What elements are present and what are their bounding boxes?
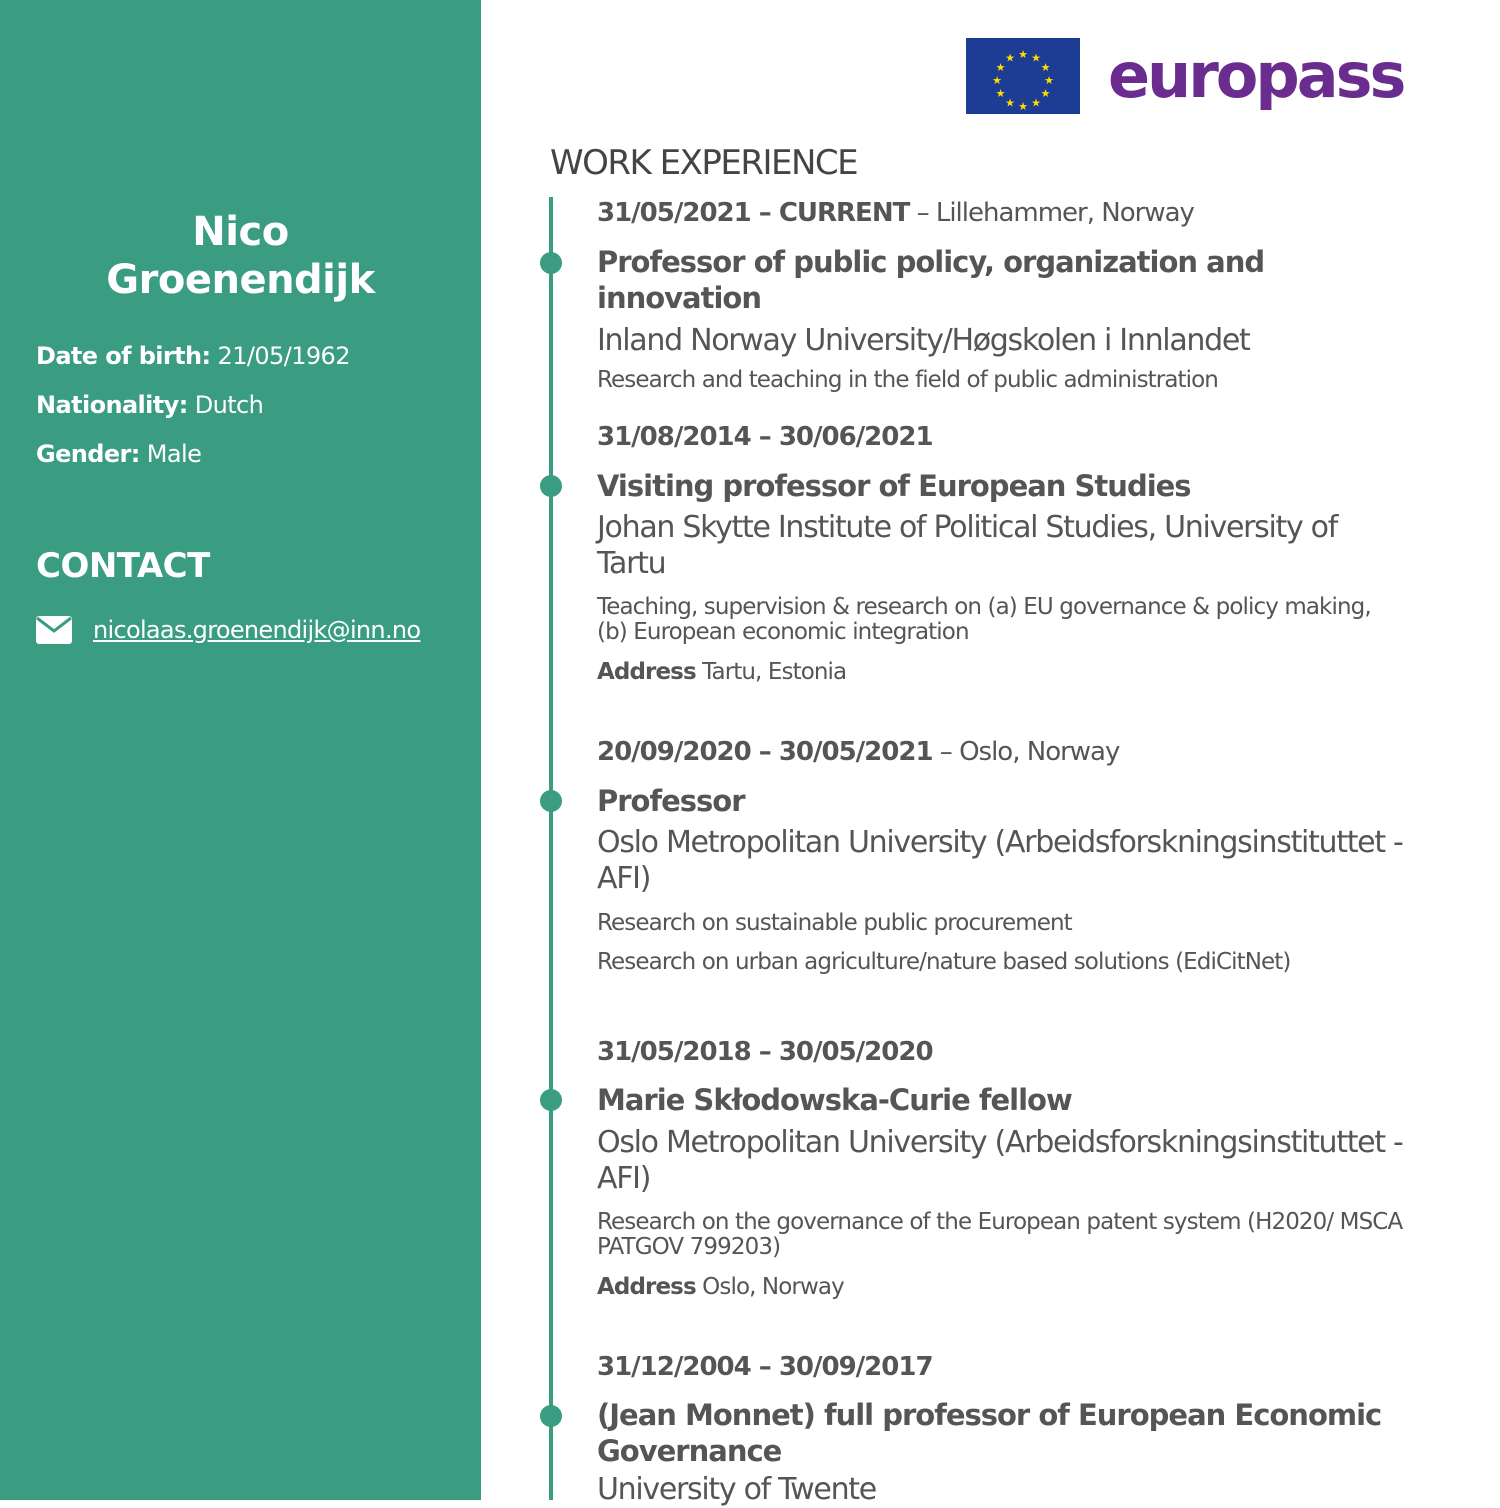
entry-organization: Oslo Metropolitan University (Arbeidsforskningsinstituttet - AFI)	[597, 825, 1403, 896]
info-value: Male	[146, 440, 202, 468]
envelope-icon	[36, 616, 72, 644]
entry-date-line	[597, 735, 1427, 769]
work-entry	[597, 735, 1427, 975]
name-last: Groenendijk	[106, 257, 375, 303]
person-name	[0, 208, 481, 304]
work-entry	[597, 196, 1427, 393]
entry-date-line	[597, 196, 1427, 230]
address-label: Address	[597, 1274, 696, 1300]
email-link[interactable]: nicolaas.groenendijk@inn.no	[93, 616, 421, 644]
entry-date: 20/09/2020 – 30/05/2021	[597, 737, 933, 767]
entry-date-line	[597, 1035, 1427, 1069]
work-entry	[597, 420, 1427, 687]
svg-text:★: ★	[1005, 96, 1015, 110]
svg-text:★: ★	[1031, 96, 1041, 110]
info-label: Gender:	[36, 440, 140, 468]
svg-text:★: ★	[1040, 61, 1051, 74]
entry-description: Research on sustainable public procurement	[597, 910, 1072, 936]
info-value: Dutch	[194, 391, 264, 419]
entry-title: Professor	[597, 784, 745, 818]
svg-text:★: ★	[1018, 48, 1028, 61]
europass-wordmark: europass	[1108, 39, 1404, 112]
entry-title: (Jean Monnet) full professor of European Economic Governance	[597, 1398, 1382, 1468]
eu-flag-icon	[966, 38, 1080, 114]
svg-text:★: ★	[995, 87, 1006, 100]
info-date-of-birth	[36, 341, 350, 371]
info-label: Nationality:	[36, 391, 188, 419]
entry-organization: Oslo Metropolitan University (Arbeidsforskningsinstituttet - AFI)	[597, 1125, 1403, 1196]
entry-description: Research on the governance of the European patent system (H2020/ MSCA PATGOV 799203)	[597, 1209, 1403, 1260]
entry-address	[597, 657, 1427, 687]
entry-date: 31/05/2021 – CURRENT	[597, 198, 910, 228]
address-label: Address	[597, 659, 696, 685]
name-first: Nico	[192, 209, 289, 255]
entry-location: – Lillehammer, Norway	[909, 198, 1194, 228]
entry-date: 31/08/2014 – 30/06/2021	[597, 422, 933, 452]
entry-title: Marie Skłodowska-Curie fellow	[597, 1083, 1072, 1117]
timeline-dot	[540, 252, 562, 274]
info-value: 21/05/1962	[217, 342, 350, 370]
svg-text:★: ★	[1044, 74, 1054, 87]
entry-description: Research and teaching in the field of public administration	[597, 367, 1218, 393]
entry-title: Visiting professor of European Studies	[597, 469, 1191, 503]
timeline-line	[549, 197, 553, 1500]
entry-date-line	[597, 1350, 1427, 1384]
address-value: Tartu, Estonia	[695, 659, 847, 685]
timeline-dot	[540, 1089, 562, 1111]
entry-date: 31/12/2004 – 30/09/2017	[597, 1352, 933, 1382]
info-nationality	[36, 390, 263, 420]
entry-address	[597, 1272, 1427, 1302]
svg-text:★: ★	[1031, 51, 1041, 65]
entry-date: 31/05/2018 – 30/05/2020	[597, 1037, 933, 1067]
address-value: Oslo, Norway	[695, 1274, 844, 1300]
entry-date-line	[597, 420, 1427, 454]
svg-text:★: ★	[1005, 51, 1015, 65]
svg-text:★: ★	[1040, 87, 1051, 100]
entry-organization: Inland Norway University/Høgskolen i Innlandet	[597, 323, 1250, 358]
europass-logo	[966, 38, 1403, 114]
timeline-dot	[540, 790, 562, 812]
timeline-dot	[540, 475, 562, 497]
work-entry	[597, 1350, 1427, 1508]
sidebar	[0, 0, 481, 1500]
entry-title: Professor of public policy, organization and innovation	[597, 245, 1265, 315]
entry-organization: University of Twente	[597, 1472, 876, 1507]
info-label: Date of birth:	[36, 342, 211, 370]
contact-heading: CONTACT	[36, 546, 210, 586]
svg-text:★: ★	[992, 74, 1002, 87]
info-gender	[36, 439, 201, 469]
entry-organization: Johan Skytte Institute of Political Studies, University of Tartu	[597, 510, 1337, 581]
svg-text:★: ★	[995, 61, 1006, 74]
svg-text:★: ★	[1018, 100, 1028, 113]
work-experience-heading: WORK EXPERIENCE	[550, 143, 858, 183]
entry-location: – Oslo, Norway	[932, 737, 1120, 767]
work-entry	[597, 1035, 1427, 1302]
entry-description: Research on urban agriculture/nature based solutions (EdiCitNet)	[597, 949, 1291, 975]
timeline-dot	[540, 1405, 562, 1427]
email-row	[36, 616, 420, 644]
entry-description: Teaching, supervision & research on (a) EU governance & policy making, (b) European economic integration	[597, 594, 1371, 645]
